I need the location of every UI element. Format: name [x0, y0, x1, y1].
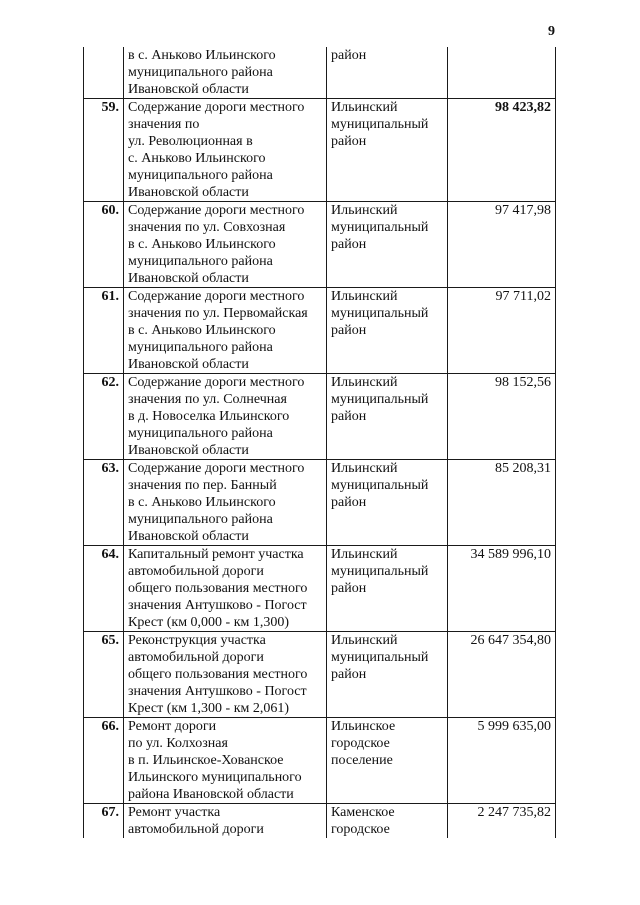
description-line: муниципального района	[128, 168, 273, 183]
description-line: Содержание дороги местного	[128, 100, 305, 115]
responsible-line: муниципальный	[331, 478, 429, 493]
work-description	[124, 202, 327, 288]
row-number: 62.	[84, 374, 124, 460]
description-line: Содержание дороги местного	[128, 203, 305, 218]
amount-cell: 98 152,56	[448, 374, 556, 460]
table-row	[84, 546, 556, 632]
responsible-line: Ильинский	[331, 375, 398, 390]
row-number: 64.	[84, 546, 124, 632]
table-row	[84, 99, 556, 202]
table-row	[84, 804, 556, 839]
responsible-line: Ильинский	[331, 633, 398, 648]
amount-cell: 5 999 635,00	[448, 718, 556, 804]
description-line: значения Антушково - Погост	[128, 598, 307, 613]
responsible-line: муниципальный	[331, 117, 429, 132]
responsible-line: поселение	[331, 753, 393, 768]
row-number: 59.	[84, 99, 124, 202]
work-description	[124, 718, 327, 804]
table-row	[84, 288, 556, 374]
responsible-line: Ильинский	[331, 461, 398, 476]
row-number	[84, 47, 124, 99]
responsible-line: район	[331, 48, 367, 63]
description-line: автомобильной дороги	[128, 650, 264, 665]
description-line: значения по ул. Совхозная	[128, 220, 286, 235]
description-line: муниципального района	[128, 512, 273, 527]
description-line: значения Антушково - Погост	[128, 684, 307, 699]
responsible-line: район	[331, 581, 367, 596]
description-line: Крест (км 0,000 - км 1,300)	[128, 615, 290, 630]
table-row	[84, 47, 556, 99]
description-line: значения по	[128, 117, 200, 132]
description-line: Ивановской области	[128, 185, 249, 200]
description-line: Крест (км 1,300 - км 2,061)	[128, 701, 290, 716]
description-line: муниципального района	[128, 65, 273, 80]
description-line: значения по ул. Первомайская	[128, 306, 308, 321]
description-line: Ивановской области	[128, 357, 249, 372]
responsible-entity	[327, 804, 448, 839]
description-line: Ильинского муниципального	[128, 770, 302, 785]
responsible-entity	[327, 288, 448, 374]
work-description	[124, 804, 327, 839]
row-number: 67.	[84, 804, 124, 839]
amount-cell: 97 711,02	[448, 288, 556, 374]
description-line: Содержание дороги местного	[128, 461, 305, 476]
responsible-line: муниципальный	[331, 564, 429, 579]
description-line: с. Аньково Ильинского	[128, 151, 266, 166]
work-description	[124, 99, 327, 202]
amount-cell	[448, 47, 556, 99]
description-line: в с. Аньково Ильинского	[128, 48, 276, 63]
responsible-entity	[327, 460, 448, 546]
responsible-line: район	[331, 667, 367, 682]
description-line: Реконструкция участка	[128, 633, 266, 648]
amount-cell: 26 647 354,80	[448, 632, 556, 718]
work-description	[124, 288, 327, 374]
budget-table	[83, 47, 556, 838]
description-line: в с. Аньково Ильинского	[128, 495, 276, 510]
description-line: Ремонт участка	[128, 805, 221, 820]
amount-cell: 2 247 735,82	[448, 804, 556, 839]
description-line: в с. Аньково Ильинского	[128, 237, 276, 252]
table-row	[84, 202, 556, 288]
description-line: значения по ул. Солнечная	[128, 392, 287, 407]
responsible-line: район	[331, 495, 367, 510]
description-line: Ивановской области	[128, 529, 249, 544]
description-line: Содержание дороги местного	[128, 375, 305, 390]
description-line: значения по пер. Банный	[128, 478, 277, 493]
responsible-line: муниципальный	[331, 650, 429, 665]
description-line: в д. Новоселка Ильинского	[128, 409, 290, 424]
responsible-line: Каменское	[331, 805, 395, 820]
amount-cell: 34 589 996,10	[448, 546, 556, 632]
responsible-line: район	[331, 237, 367, 252]
amount-cell: 97 417,98	[448, 202, 556, 288]
description-line: автомобильной дороги	[128, 822, 264, 837]
description-line: муниципального района	[128, 426, 273, 441]
responsible-line: муниципальный	[331, 306, 429, 321]
description-line: в с. Аньково Ильинского	[128, 323, 276, 338]
responsible-entity	[327, 47, 448, 99]
row-number: 66.	[84, 718, 124, 804]
row-number: 61.	[84, 288, 124, 374]
work-description	[124, 546, 327, 632]
row-number: 60.	[84, 202, 124, 288]
responsible-line: Ильинский	[331, 100, 398, 115]
description-line: муниципального района	[128, 340, 273, 355]
responsible-line: муниципальный	[331, 220, 429, 235]
page-number: 9	[548, 24, 555, 39]
description-line: Содержание дороги местного	[128, 289, 305, 304]
responsible-line: муниципальный	[331, 392, 429, 407]
row-number: 65.	[84, 632, 124, 718]
description-line: Ивановской области	[128, 443, 249, 458]
work-description	[124, 460, 327, 546]
description-line: района Ивановской области	[128, 787, 294, 802]
work-description	[124, 47, 327, 99]
table-row	[84, 718, 556, 804]
description-line: Капитальный ремонт участка	[128, 547, 304, 562]
responsible-entity	[327, 632, 448, 718]
responsible-line: Ильинский	[331, 289, 398, 304]
responsible-line: Ильинское	[331, 719, 396, 734]
responsible-line: городское	[331, 822, 390, 837]
description-line: муниципального района	[128, 254, 273, 269]
description-line: Ивановской области	[128, 271, 249, 286]
responsible-line: район	[331, 323, 367, 338]
responsible-entity	[327, 374, 448, 460]
responsible-entity	[327, 99, 448, 202]
row-number: 63.	[84, 460, 124, 546]
responsible-line: район	[331, 409, 367, 424]
description-line: общего пользования местного	[128, 581, 308, 596]
responsible-entity	[327, 718, 448, 804]
table-row	[84, 460, 556, 546]
description-line: общего пользования местного	[128, 667, 308, 682]
description-line: ул. Революционная в	[128, 134, 253, 149]
responsible-line: район	[331, 134, 367, 149]
table-row	[84, 632, 556, 718]
table-row	[84, 374, 556, 460]
description-line: автомобильной дороги	[128, 564, 264, 579]
description-line: в п. Ильинское-Хованское	[128, 753, 284, 768]
responsible-entity	[327, 546, 448, 632]
responsible-line: Ильинский	[331, 547, 398, 562]
work-description	[124, 632, 327, 718]
description-line: Ремонт дороги	[128, 719, 217, 734]
responsible-line: Ильинский	[331, 203, 398, 218]
description-line: по ул. Колхозная	[128, 736, 228, 751]
description-line: Ивановской области	[128, 82, 249, 97]
work-description	[124, 374, 327, 460]
responsible-entity	[327, 202, 448, 288]
table-body	[84, 47, 556, 838]
amount-cell: 85 208,31	[448, 460, 556, 546]
responsible-line: городское	[331, 736, 390, 751]
amount-cell: 98 423,82	[448, 99, 556, 202]
